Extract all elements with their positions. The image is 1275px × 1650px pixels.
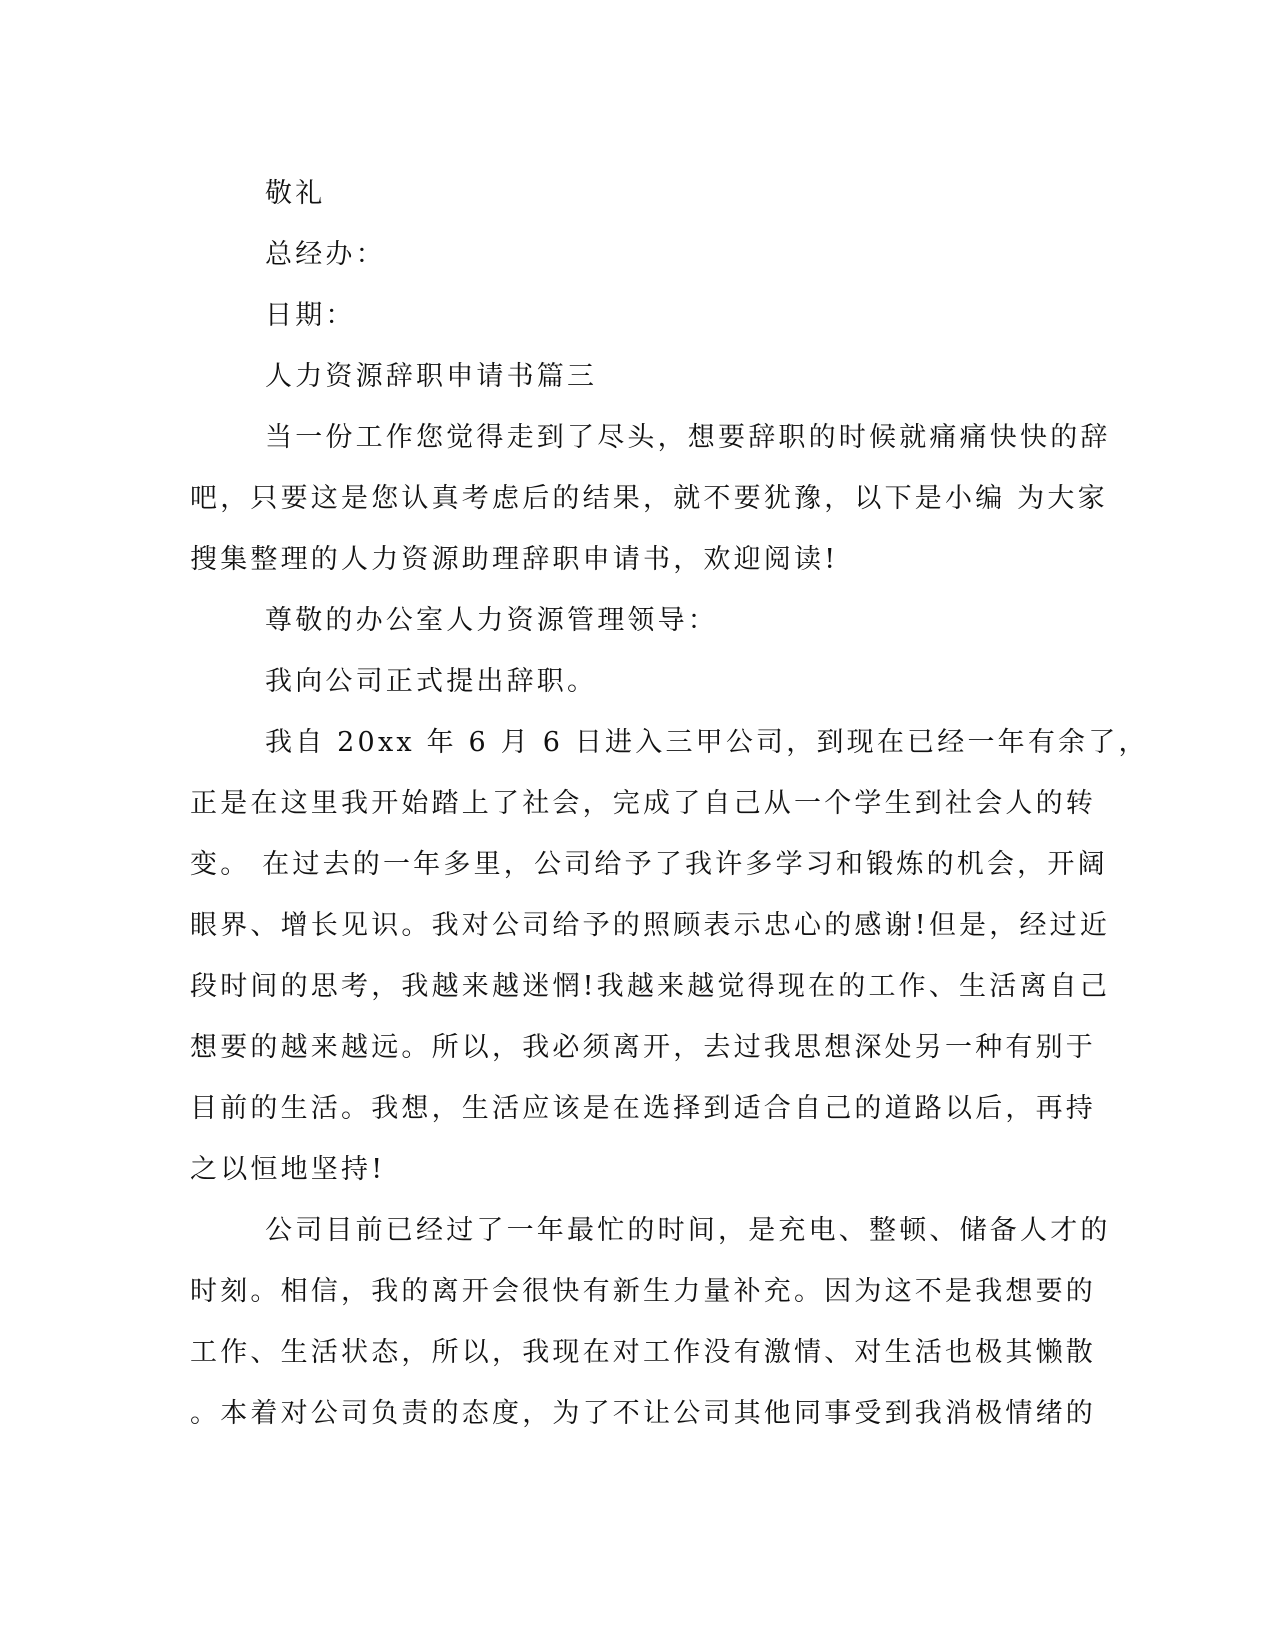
salutation-line: 尊敬的办公室人力资源管理领导： (265, 605, 718, 636)
paragraph-line: 之以恒地坚持! (190, 1154, 386, 1185)
statement-line: 我向公司正式提出辞职。 (265, 666, 598, 697)
intro-line: 搜集整理的人力资源助理辞职申请书，欢迎阅读! (190, 544, 839, 575)
paragraph-line: 目前的生活。我想，生活应该是在选择到适合自己的道路以后，再持 (190, 1093, 1096, 1124)
paragraph-line: 眼界、增长见识。我对公司给予的照顾表示忠心的感谢!但是，经过近 (190, 910, 1111, 941)
paragraph-line: 变。 在过去的一年多里，公司给予了我许多学习和锻炼的机会，开阔 (190, 849, 1108, 880)
paragraph-line: 公司目前已经过了一年最忙的时间，是充电、整顿、储备人才的 (265, 1215, 1111, 1246)
paragraph-line: 想要的越来越远。所以，我必须离开，去过我思想深处另一种有别于 (190, 1032, 1096, 1063)
intro-line: 吧，只要这是您认真考虑后的结果，就不要犹豫，以下是小编 为大家 (190, 483, 1108, 514)
date-line: 日期： (265, 300, 356, 331)
document-body (190, 163, 1149, 1444)
paragraph-line: 工作、生活状态，所以，我现在对工作没有激情、对生活也极其懒散 (190, 1337, 1096, 1368)
paragraph-line: 时刻。相信，我的离开会很快有新生力量补充。因为这不是我想要的 (190, 1276, 1096, 1307)
paragraph-line: 段时间的思考，我越来越迷惘!我越来越觉得现在的工作、生活离自己 (190, 971, 1111, 1002)
closing-line: 敬礼 (265, 178, 326, 209)
paragraph-line: 。本着对公司负责的态度，为了不让公司其他同事受到我消极情绪的 (190, 1398, 1096, 1429)
signature-line: 总经办： (265, 239, 386, 270)
paragraph-line: 我自 20xx 年 6 月 6 日进入三甲公司，到现在已经一年有余了， (265, 727, 1149, 758)
paragraph-line: 正是在这里我开始踏上了社会，完成了自己从一个学生到社会人的转 (190, 788, 1096, 819)
section-title: 人力资源辞职申请书篇三 (265, 361, 598, 392)
intro-line: 当一份工作您觉得走到了尽头，想要辞职的时候就痛痛快快的辞 (265, 422, 1111, 453)
